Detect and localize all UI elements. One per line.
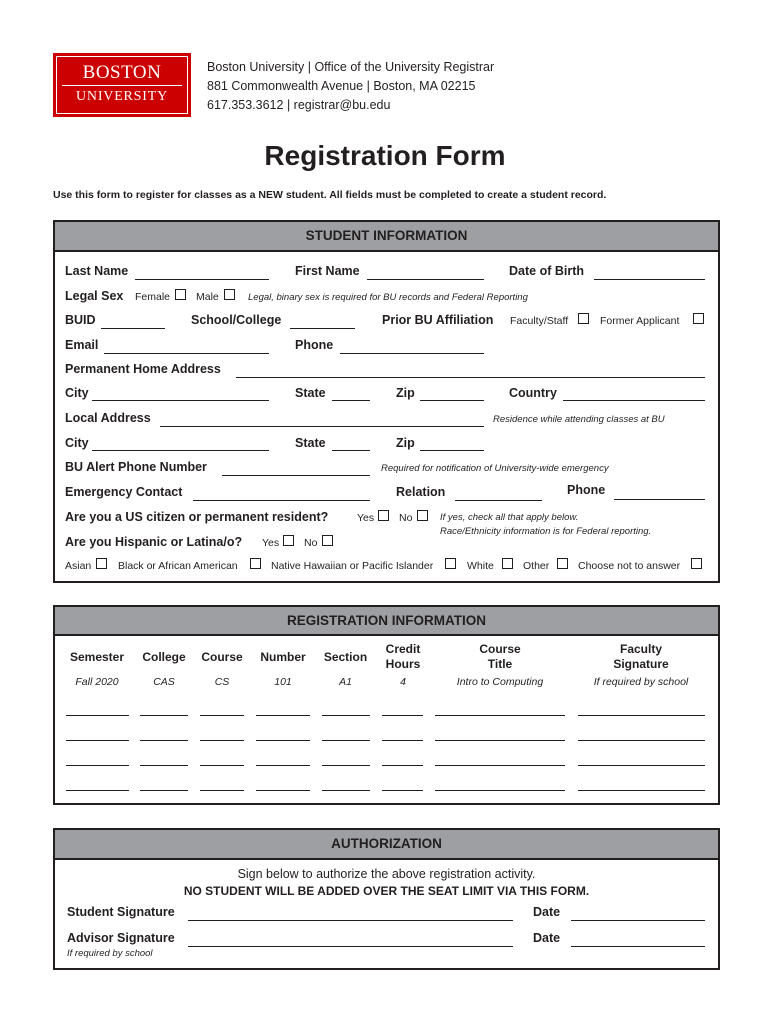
row-3-college-field[interactable]	[140, 765, 188, 766]
city-field[interactable]	[92, 400, 269, 401]
zip-field[interactable]	[420, 400, 484, 401]
col-course-title-line2: Title	[487, 657, 513, 671]
example-semester: Fall 2020	[75, 676, 119, 688]
col-credit-line2: Hours	[385, 657, 421, 671]
local-state-label: State	[295, 436, 326, 450]
last-name-field[interactable]	[135, 279, 269, 280]
col-credit-line1: Credit	[385, 642, 421, 656]
row-3-title-field[interactable]	[435, 765, 565, 766]
permanent-address-label: Permanent Home Address	[65, 362, 221, 376]
boston-university-logo	[53, 53, 191, 117]
row-2-credit-field[interactable]	[382, 740, 423, 741]
advisor-note: If required by school	[67, 948, 153, 959]
row-4-semester-field[interactable]	[66, 790, 129, 791]
advisor-signature-field[interactable]	[188, 946, 513, 947]
hispanic-no-checkbox[interactable]	[322, 535, 333, 546]
buid-label: BUID	[65, 313, 96, 327]
example-course: CS	[214, 676, 230, 688]
race-no-answer-label: Choose not to answer	[578, 560, 681, 572]
col-number: Number	[260, 650, 306, 664]
row-3-number-field[interactable]	[256, 765, 310, 766]
city-label: City	[65, 386, 89, 400]
zip-label: Zip	[396, 386, 415, 400]
row-3-course-field[interactable]	[200, 765, 244, 766]
male-label: Male	[196, 291, 219, 303]
row-4-section-field[interactable]	[322, 790, 370, 791]
header-line-2: 881 Commonwealth Avenue | Boston, MA 02215	[207, 79, 476, 93]
col-credit	[378, 642, 428, 672]
col-semester: Semester	[69, 650, 125, 664]
row-4-number-field[interactable]	[256, 790, 310, 791]
row-3-credit-field[interactable]	[382, 765, 423, 766]
male-checkbox[interactable]	[224, 289, 235, 300]
race-white-checkbox[interactable]	[502, 558, 513, 569]
student-date-label: Date	[533, 905, 561, 919]
header-line-3: 617.353.3612 | registrar@bu.edu	[207, 98, 391, 112]
phone-field[interactable]	[340, 353, 484, 354]
female-checkbox[interactable]	[175, 289, 186, 300]
authorization-line-1: Sign below to authorize the above registration activity.	[237, 867, 536, 881]
row-2-title-field[interactable]	[435, 740, 565, 741]
race-no-answer-checkbox[interactable]	[691, 558, 702, 569]
row-3-section-field[interactable]	[322, 765, 370, 766]
col-faculty-line1: Faculty	[619, 642, 662, 656]
row-4-college-field[interactable]	[140, 790, 188, 791]
citizen-no-checkbox[interactable]	[417, 510, 428, 521]
hispanic-no-label: No	[304, 537, 318, 549]
email-label: Email	[65, 338, 99, 352]
alert-phone-note: Required for notification of University-wide emergency	[381, 463, 609, 474]
student-signature-field[interactable]	[188, 920, 513, 921]
header-line-1: Boston University | Office of the University Registrar	[207, 60, 495, 74]
row-1-title-field[interactable]	[435, 715, 565, 716]
row-3-faculty-field[interactable]	[578, 765, 705, 766]
race-asian-checkbox[interactable]	[96, 558, 107, 569]
intro-text: Use this form to register for classes as a NEW student. All fields must be completed to create a student record.	[53, 189, 607, 201]
emergency-contact-field[interactable]	[193, 500, 370, 501]
row-1-semester-field[interactable]	[66, 715, 129, 716]
row-2-number-field[interactable]	[256, 740, 310, 741]
example-number: 101	[274, 676, 292, 688]
example-faculty: If required by school	[593, 676, 689, 688]
col-college: College	[142, 650, 186, 664]
col-faculty-line2: Signature	[613, 657, 669, 671]
student-signature-label: Student Signature	[67, 905, 175, 919]
row-1-number-field[interactable]	[256, 715, 310, 716]
faculty-staff-label: Faculty/Staff	[510, 315, 569, 327]
logo-line-1: BOSTON	[82, 62, 162, 83]
col-course-title-line1: Course	[479, 642, 521, 656]
local-address-label: Local Address	[65, 411, 151, 425]
country-field[interactable]	[563, 400, 705, 401]
citizen-no-label: No	[399, 512, 413, 524]
example-college: CAS	[153, 676, 175, 688]
race-black-label: Black or African American	[118, 560, 238, 572]
local-city-label: City	[65, 436, 89, 450]
col-section: Section	[323, 650, 368, 664]
alert-phone-field[interactable]	[222, 475, 370, 476]
example-title: Intro to Computing	[456, 676, 544, 688]
row-4-course-field[interactable]	[200, 790, 244, 791]
citizen-yes-label: Yes	[357, 512, 375, 524]
email-field[interactable]	[104, 353, 269, 354]
logo-line-2: UNIVERSITY	[76, 89, 168, 104]
country-label: Country	[509, 386, 557, 400]
row-4-credit-field[interactable]	[382, 790, 423, 791]
advisor-date-label: Date	[533, 931, 561, 945]
race-note-2: Race/Ethnicity information is for Federal reporting.	[440, 526, 652, 537]
advisor-date-field[interactable]	[571, 946, 705, 947]
student-information-heading: STUDENT INFORMATION	[55, 222, 718, 252]
race-white-label: White	[467, 560, 494, 572]
female-label: Female	[135, 291, 171, 303]
race-hawaiian-label: Native Hawaiian or Pacific Islander	[271, 560, 434, 572]
row-2-section-field[interactable]	[322, 740, 370, 741]
hispanic-question: Are you Hispanic or Latina/o?	[65, 535, 243, 549]
race-note-1: If yes, check all that apply below.	[440, 512, 579, 523]
col-course-title	[435, 642, 565, 672]
row-4-faculty-field[interactable]	[578, 790, 705, 791]
example-section: A1	[339, 676, 352, 688]
buid-field[interactable]	[101, 328, 165, 329]
phone-label: Phone	[295, 338, 334, 352]
race-black-checkbox[interactable]	[250, 558, 261, 569]
race-asian-label: Asian	[65, 560, 92, 572]
authorization-section	[53, 828, 720, 970]
local-zip-label: Zip	[396, 436, 415, 450]
local-address-note: Residence while attending classes at BU	[493, 414, 665, 425]
last-name-label: Last Name	[65, 264, 129, 278]
race-other-label: Other	[523, 560, 550, 572]
row-1-college-field[interactable]	[140, 715, 188, 716]
faculty-staff-checkbox[interactable]	[578, 313, 589, 324]
relation-field[interactable]	[455, 500, 542, 501]
example-credit: 4	[400, 676, 406, 688]
former-applicant-checkbox[interactable]	[693, 313, 704, 324]
authorization-line-2: NO STUDENT WILL BE ADDED OVER THE SEAT LIMIT VIA THIS FORM.	[183, 884, 590, 898]
emergency-phone-label: Phone	[567, 483, 606, 497]
authorization-heading: AUTHORIZATION	[55, 830, 718, 860]
page-title: Registration Form	[264, 140, 506, 171]
relation-label: Relation	[396, 485, 446, 499]
emergency-phone-field[interactable]	[614, 499, 705, 500]
row-4-title-field[interactable]	[435, 790, 565, 791]
former-applicant-label: Former Applicant	[600, 315, 680, 327]
row-1-credit-field[interactable]	[382, 715, 423, 716]
legal-sex-label: Legal Sex	[65, 289, 124, 303]
legal-sex-note: Legal, binary sex is required for BU records and Federal Reporting	[248, 292, 528, 303]
local-state-field[interactable]	[332, 450, 370, 451]
row-2-faculty-field[interactable]	[578, 740, 705, 741]
emergency-contact-label: Emergency Contact	[65, 485, 183, 499]
advisor-signature-label: Advisor Signature	[67, 931, 175, 945]
registration-information-section	[53, 605, 720, 805]
state-label: State	[295, 386, 326, 400]
hispanic-yes-label: Yes	[262, 537, 280, 549]
row-2-course-field[interactable]	[200, 740, 244, 741]
alert-phone-label: BU Alert Phone Number	[65, 460, 207, 474]
date-of-birth-field[interactable]	[594, 279, 705, 280]
local-zip-field[interactable]	[420, 450, 484, 451]
permanent-address-field[interactable]	[236, 377, 705, 378]
citizen-question: Are you a US citizen or permanent resident?	[65, 510, 329, 524]
row-2-semester-field[interactable]	[66, 740, 129, 741]
school-college-label: School/College	[191, 313, 282, 327]
state-field[interactable]	[332, 400, 370, 401]
race-hawaiian-checkbox[interactable]	[445, 558, 456, 569]
col-faculty-signature	[577, 642, 705, 672]
school-college-field[interactable]	[290, 328, 355, 329]
row-1-course-field[interactable]	[200, 715, 244, 716]
local-address-field[interactable]	[160, 426, 484, 427]
first-name-field[interactable]	[367, 279, 484, 280]
first-name-label: First Name	[295, 264, 360, 278]
student-date-field[interactable]	[571, 920, 705, 921]
row-2-college-field[interactable]	[140, 740, 188, 741]
row-1-faculty-field[interactable]	[578, 715, 705, 716]
race-other-checkbox[interactable]	[557, 558, 568, 569]
date-of-birth-label: Date of Birth	[509, 264, 584, 278]
hispanic-yes-checkbox[interactable]	[283, 535, 294, 546]
registration-information-heading: REGISTRATION INFORMATION	[55, 607, 718, 636]
prior-affiliation-label: Prior BU Affiliation	[382, 313, 494, 327]
row-1-section-field[interactable]	[322, 715, 370, 716]
local-city-field[interactable]	[92, 450, 269, 451]
citizen-yes-checkbox[interactable]	[378, 510, 389, 521]
col-course: Course	[201, 650, 243, 664]
row-3-semester-field[interactable]	[66, 765, 129, 766]
